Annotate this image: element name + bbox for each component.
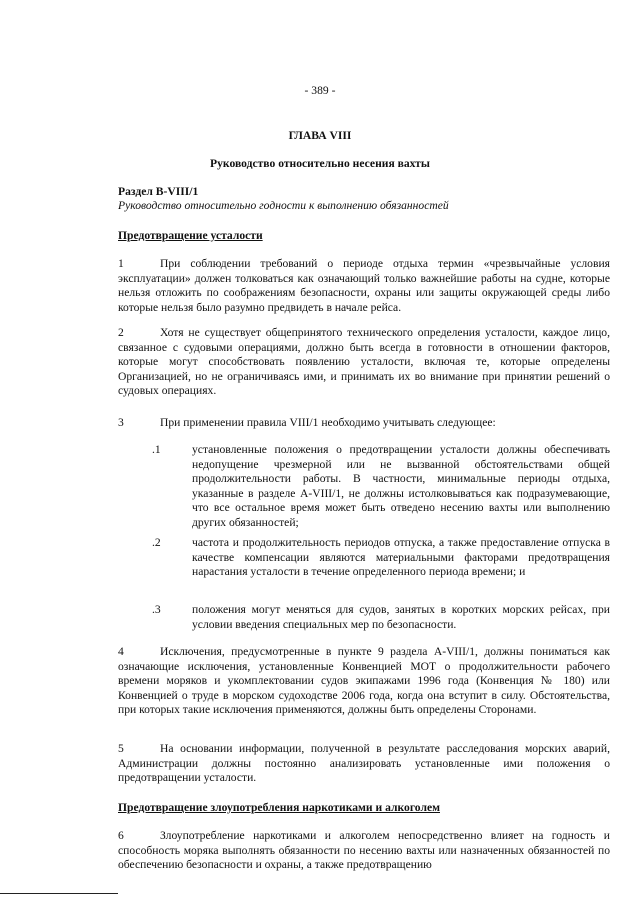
paragraph-number: 4 (118, 645, 124, 658)
subitem-text: частота и продолжительность периодов отпуска, а также предоставление отпуска в качестве компенсации являются материальными факторами предотвращения нарастания усталости в течение определенного периода времени; и (192, 536, 610, 579)
subitem-number: .1 (152, 443, 161, 456)
paragraph-5 (118, 742, 610, 786)
paragraph-4 (118, 645, 610, 718)
subitem-text: положения могут меняться для судов, занятых в коротких морских рейсах, при условии введения специальных мер по безопасности. (192, 603, 610, 631)
paragraph-text: Злоупотребление наркотиками и алкоголем непосредственно влияет на годность и способность моряка выполнять обязанности по несению вахты или назначенных обязанностей по обеспечению безопасности и охраны, а также предотвращению (118, 829, 610, 872)
paragraph-text: Хотя не существует общепринятого технического определения усталости, каждое лицо, связанное с судовыми операциями, должно быть всегда в готовности в отношении факторов, которые могут способствовать появлению усталости, включая те, которые определены Организацией, но не ограничиваясь ими, и принимать их во внимание при принятии решений о судовых операциях. (118, 326, 610, 398)
subitem-number: .2 (152, 536, 161, 549)
paragraph-number: 5 (118, 742, 124, 755)
paragraph-number: 3 (118, 416, 124, 429)
footnote-rule (0, 893, 118, 894)
page-number: - 389 - (304, 84, 336, 97)
paragraph-number: 2 (118, 326, 124, 339)
heading-fatigue: Предотвращение усталости (118, 229, 263, 242)
heading-drugs: Предотвращение злоупотребления наркотиками и алкоголем (118, 801, 440, 814)
section-title: Руководство относительно годности к выполнению обязанностей (118, 199, 449, 212)
paragraph-6 (118, 829, 610, 873)
paragraph-text: На основании информации, полученной в результате расследования морских аварий, Администрации должны постоянно анализировать установленные ими положения о предотвращении усталости. (118, 742, 610, 785)
paragraph-1 (118, 257, 610, 315)
paragraph-text: При соблюдении требований о периоде отдыха термин «чрезвычайные условия эксплуатации» должен толковаться как означающий только важнейшие работы на судне, которые нельзя отложить по соображениям безопасности, охраны или защиты окружающей среды либо которые нельзя было разумно предвидеть в начале рейса. (118, 257, 610, 314)
paragraph-number: 6 (118, 829, 124, 842)
chapter-title: ГЛАВА VIII (288, 129, 352, 142)
section-code: Раздел B-VIII/1 (118, 185, 199, 198)
paragraph-number: 1 (118, 257, 124, 270)
paragraph-3 (118, 416, 610, 431)
paragraph-text: Исключения, предусмотренные в пункте 9 раздела A-VIII/1, должны пониматься как означающие исключения, установленные Конвенцией МОТ о продолжительности рабочего времени моряков и укомплектовании судов экипажами 1996 года (Конвенция № 180) или Конвенцией о труде в морском судоходстве 2006 года, когда она вступит в силу. Обстоятельства, при которых такие исключения применяются, должны быть определены Сторонами. (118, 645, 610, 717)
paragraph-2 (118, 326, 610, 399)
subitem-text: установленные положения о предотвращении усталости должны обеспечивать недопущение чрезмерной или не вызванной обстоятельствами общей продолжительности работы. В частности, минимальные периоды отдыха, указанные в разделе A-VIII/1, не должны истолковываться как подразумевающие, что все остальное время может быть отведено несению вахты или выполнению других обязанностей; (192, 443, 610, 529)
chapter-subtitle: Руководство относительно несения вахты (210, 157, 430, 170)
paragraph-text: При применении правила VIII/1 необходимо учитывать следующее: (160, 416, 496, 429)
subitem-number: .3 (152, 603, 161, 616)
